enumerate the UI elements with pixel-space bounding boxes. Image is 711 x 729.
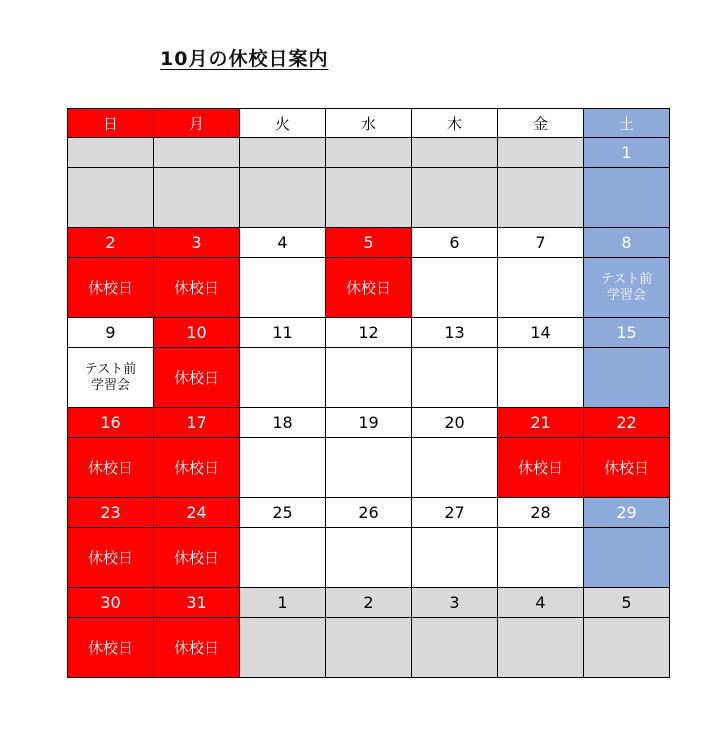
note-cell: [326, 168, 412, 228]
date-cell: 7: [498, 228, 584, 258]
holiday-note-cell: 休校日: [154, 618, 240, 678]
note-cell: [68, 168, 154, 228]
note-cell: [498, 348, 584, 408]
date-cell: 3: [412, 588, 498, 618]
date-cell: 11: [240, 318, 326, 348]
date-cell: 30: [68, 588, 154, 618]
date-cell: 29: [584, 498, 670, 528]
study-session-note-cell: [68, 348, 154, 408]
holiday-note-cell: 休校日: [154, 438, 240, 498]
date-cell: 18: [240, 408, 326, 438]
date-cell: 16: [68, 408, 154, 438]
date-cell: 31: [154, 588, 240, 618]
week-2-note-row: [68, 258, 670, 318]
note-cell: [584, 528, 670, 588]
note-cell: [240, 618, 326, 678]
date-cell: 12: [326, 318, 412, 348]
note-cell: [240, 528, 326, 588]
holiday-note-cell: 休校日: [68, 618, 154, 678]
week-4-date-row: [68, 408, 670, 438]
note-cell: [326, 438, 412, 498]
week-5-note-row: [68, 528, 670, 588]
note-cell: [240, 348, 326, 408]
note-cell: [584, 168, 670, 228]
week-1-date-row: [68, 138, 670, 168]
week-6-note-row: [68, 618, 670, 678]
note-cell: [412, 618, 498, 678]
note-cell: [154, 168, 240, 228]
note-cell: [326, 618, 412, 678]
holiday-note-cell: 休校日: [68, 438, 154, 498]
note-cell: [240, 438, 326, 498]
note-cell: [240, 168, 326, 228]
page-title: 10月の休校日案内: [160, 48, 329, 70]
holiday-note-cell: 休校日: [326, 258, 412, 318]
date-cell: [154, 138, 240, 168]
date-cell: 20: [412, 408, 498, 438]
date-cell: 10: [154, 318, 240, 348]
date-cell: 5: [326, 228, 412, 258]
date-cell: 23: [68, 498, 154, 528]
week-1-note-row: [68, 168, 670, 228]
weekday-tuesday: 火: [240, 109, 326, 138]
note-cell: [584, 618, 670, 678]
weekday-thursday: 木: [412, 109, 498, 138]
weekday-monday: 月: [154, 109, 240, 138]
date-cell: 1: [240, 588, 326, 618]
holiday-note-cell: 休校日: [154, 348, 240, 408]
note-cell: [498, 168, 584, 228]
date-cell: 15: [584, 318, 670, 348]
calendar-body: [68, 109, 670, 678]
note-cell: [498, 618, 584, 678]
note-cell: [326, 348, 412, 408]
date-cell: 22: [584, 408, 670, 438]
date-cell: [412, 138, 498, 168]
study-session-label: テスト前 学習会: [600, 271, 653, 303]
weekday-friday: 金: [498, 109, 584, 138]
holiday-note-cell: 休校日: [154, 258, 240, 318]
note-cell: [498, 258, 584, 318]
date-cell: 1: [584, 138, 670, 168]
note-cell: [412, 438, 498, 498]
weekday-header-row: [68, 109, 670, 138]
week-2-date-row: [68, 228, 670, 258]
holiday-note-cell: 休校日: [68, 258, 154, 318]
weekday-wednesday: 水: [326, 109, 412, 138]
week-4-note-row: [68, 438, 670, 498]
date-cell: 24: [154, 498, 240, 528]
holiday-note-cell: 休校日: [154, 528, 240, 588]
weekday-sunday: 日: [68, 109, 154, 138]
date-cell: 3: [154, 228, 240, 258]
note-cell: [412, 258, 498, 318]
date-cell: 5: [584, 588, 670, 618]
date-cell: 26: [326, 498, 412, 528]
date-cell: 2: [68, 228, 154, 258]
date-cell: [498, 138, 584, 168]
holiday-note-cell: 休校日: [68, 528, 154, 588]
date-cell: [326, 138, 412, 168]
date-cell: 17: [154, 408, 240, 438]
date-cell: 21: [498, 408, 584, 438]
note-cell: [240, 258, 326, 318]
note-cell: [412, 348, 498, 408]
date-cell: 4: [240, 228, 326, 258]
weekday-saturday: 土: [584, 109, 670, 138]
week-5-date-row: [68, 498, 670, 528]
note-cell: [498, 528, 584, 588]
note-cell: [326, 528, 412, 588]
week-6-date-row: [68, 588, 670, 618]
note-cell: [584, 348, 670, 408]
calendar-table: [67, 108, 670, 678]
study-session-label: テスト前 学習会: [84, 361, 137, 393]
date-cell: [240, 138, 326, 168]
date-cell: 9: [68, 318, 154, 348]
date-cell: 13: [412, 318, 498, 348]
date-cell: 6: [412, 228, 498, 258]
date-cell: [68, 138, 154, 168]
note-cell: [412, 168, 498, 228]
week-3-note-row: [68, 348, 670, 408]
date-cell: 14: [498, 318, 584, 348]
week-3-date-row: [68, 318, 670, 348]
date-cell: 8: [584, 228, 670, 258]
date-cell: 4: [498, 588, 584, 618]
holiday-note-cell: 休校日: [498, 438, 584, 498]
date-cell: 28: [498, 498, 584, 528]
study-session-note-cell: [584, 258, 670, 318]
date-cell: 25: [240, 498, 326, 528]
holiday-note-cell: 休校日: [584, 438, 670, 498]
date-cell: 27: [412, 498, 498, 528]
date-cell: 2: [326, 588, 412, 618]
date-cell: 19: [326, 408, 412, 438]
note-cell: [412, 528, 498, 588]
